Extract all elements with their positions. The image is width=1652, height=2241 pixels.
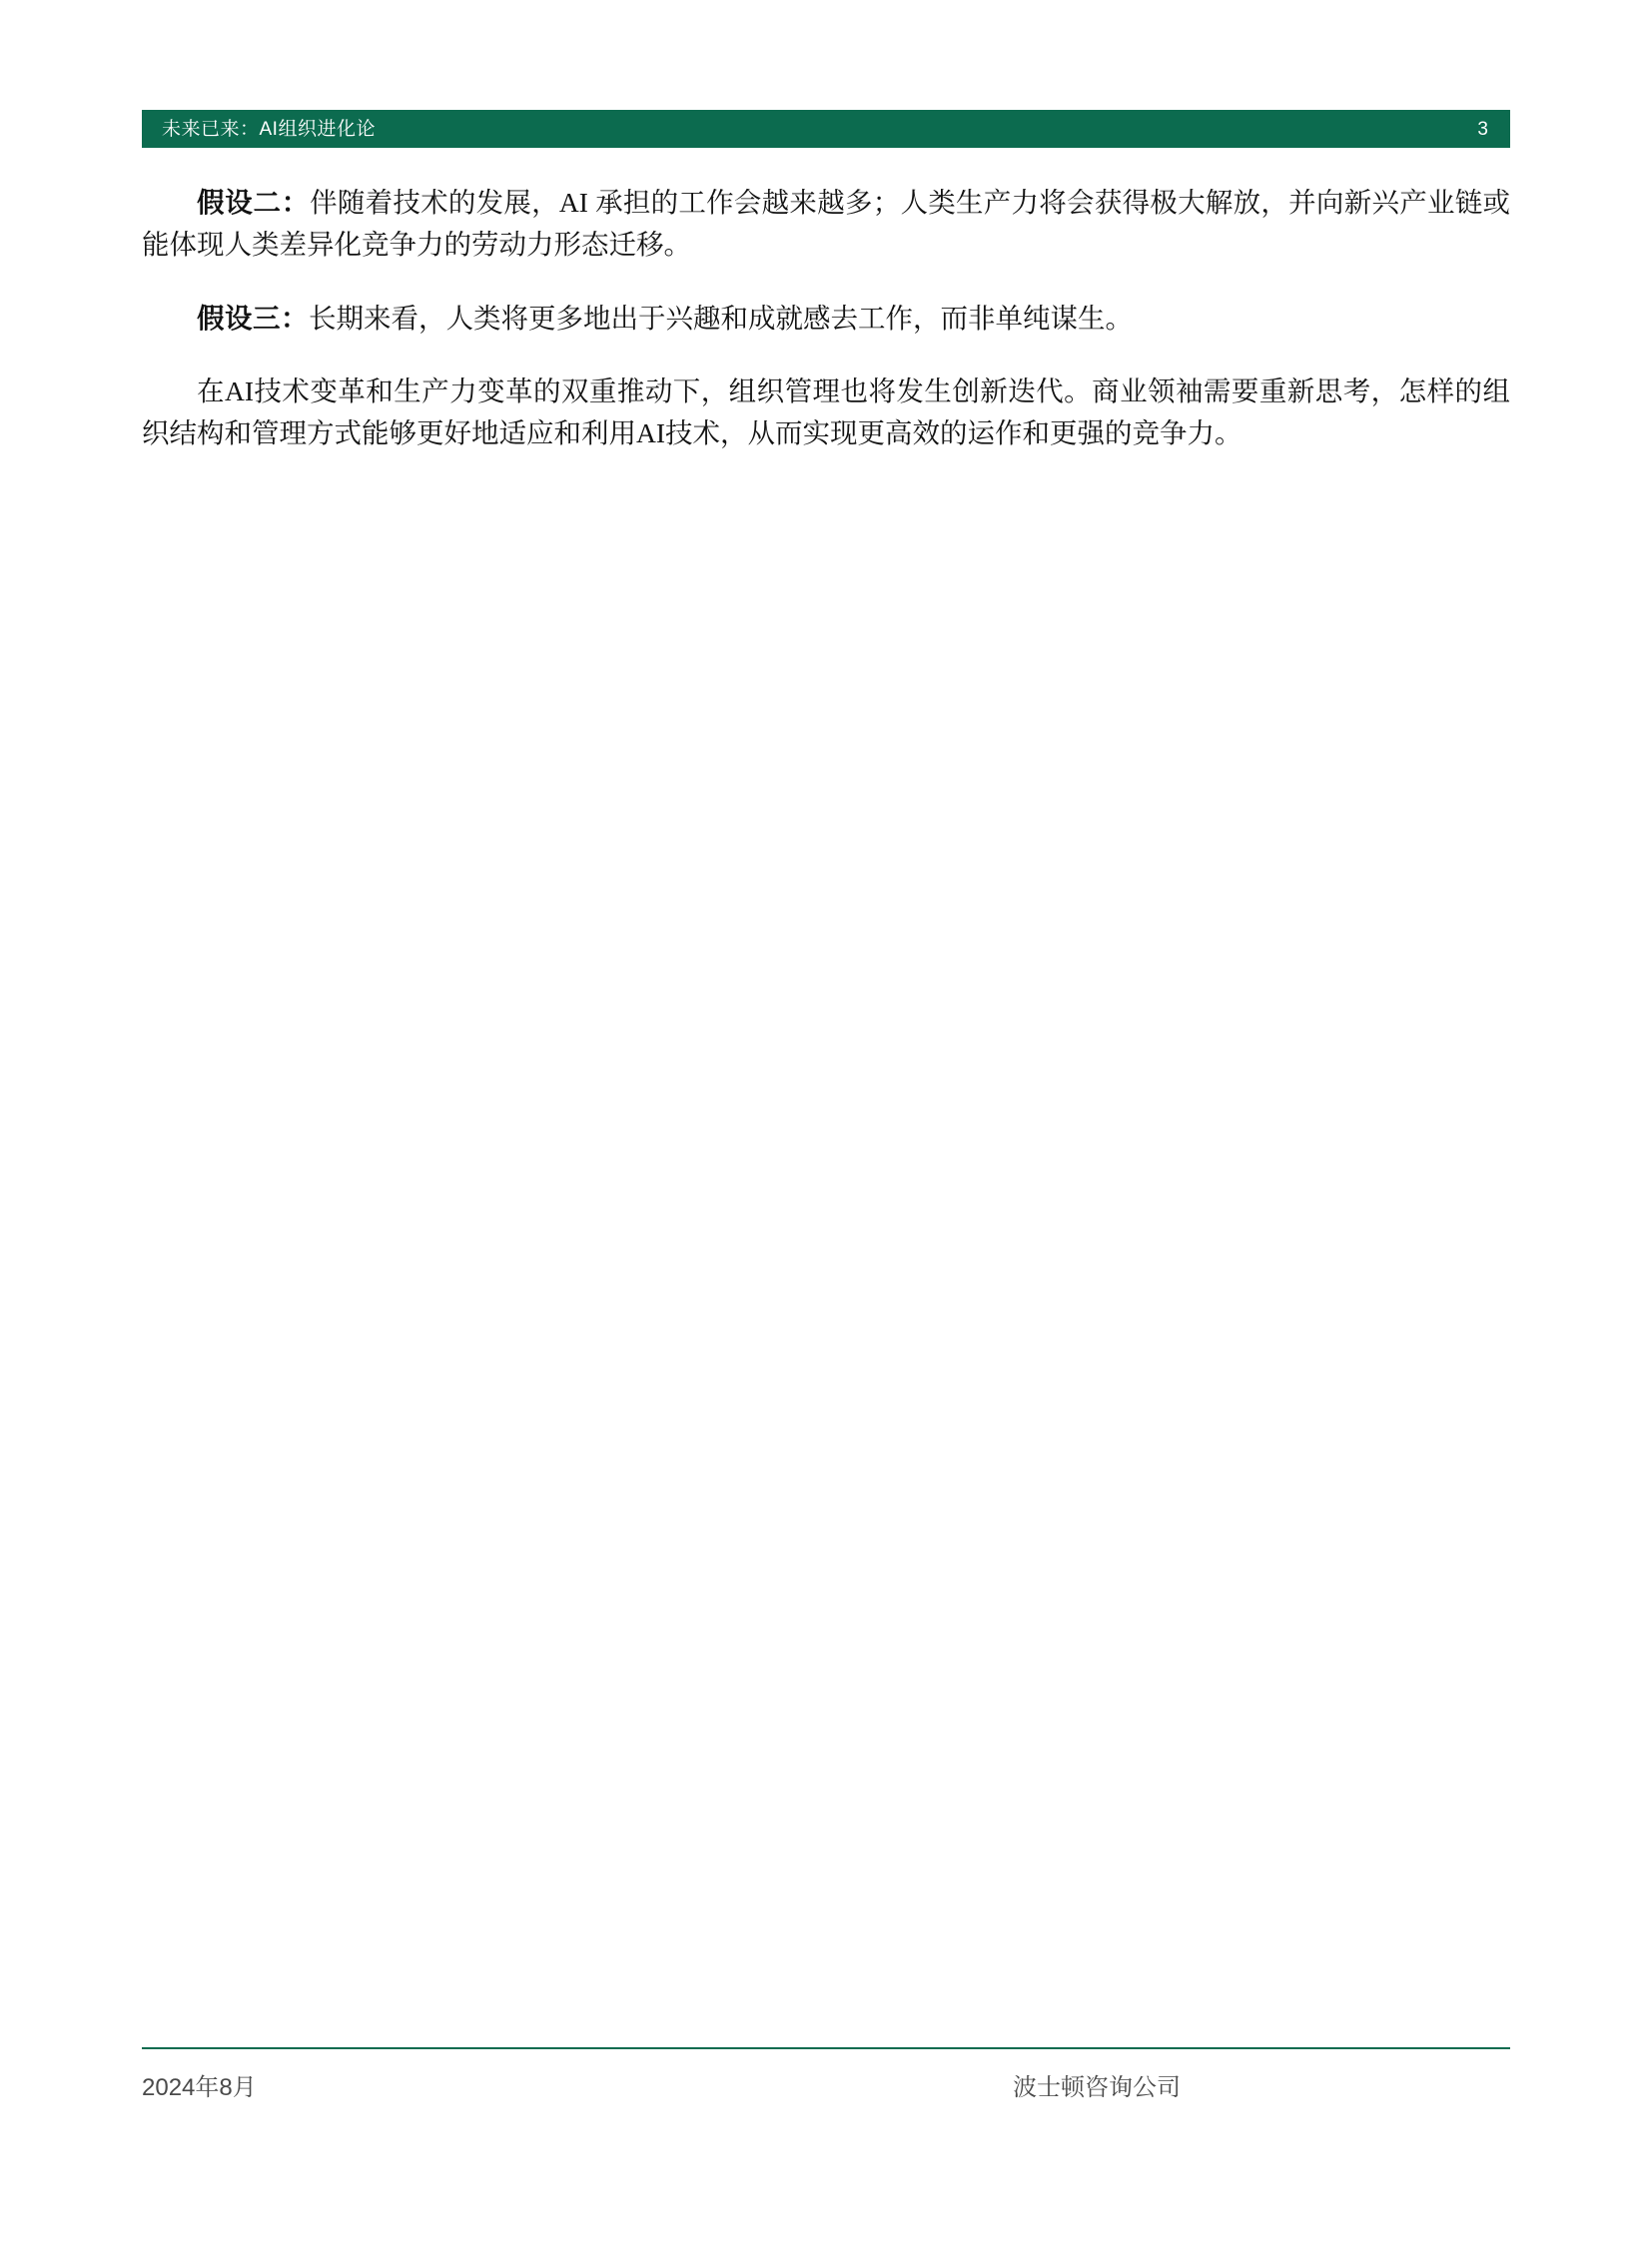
paragraph-conclusion — [142, 371, 1510, 454]
document-title: 未来已来：AI组织进化论 — [162, 118, 376, 140]
footer-company: 波士顿咨询公司 — [1013, 2074, 1181, 2101]
document-body — [142, 182, 1510, 454]
paragraph-lead-label: 假设三： — [197, 302, 309, 334]
paragraph-text: 长期来看，人类将更多地出于兴趣和成就感去工作，而非单纯谋生。 — [309, 302, 1133, 334]
footer-date: 2024年8月 — [142, 2074, 257, 2101]
paragraph-text: 伴随着技术的发展，AI 承担的工作会越来越多；人类生产力将会获得极大解放，并向新兴产业链或能体现人类差异化竞争力的劳动力形态迁移。 — [142, 187, 1511, 260]
paragraph-text: 在AI技术变革和生产力变革的双重推动下，组织管理也将发生创新迭代。商业领袖需要重新思考，怎样的组织结构和管理方式能够更好地适应和利用AI技术，从而实现更高效的运作和更强的竞争力。 — [142, 375, 1510, 449]
page-footer — [142, 2067, 1510, 2102]
page-number: 3 — [1477, 118, 1488, 140]
page-header-band — [142, 110, 1510, 148]
paragraph-assumption-three — [142, 298, 1510, 340]
paragraph-assumption-two — [142, 182, 1510, 266]
footer-divider — [142, 2047, 1510, 2049]
paragraph-lead-label: 假设二： — [197, 187, 311, 218]
